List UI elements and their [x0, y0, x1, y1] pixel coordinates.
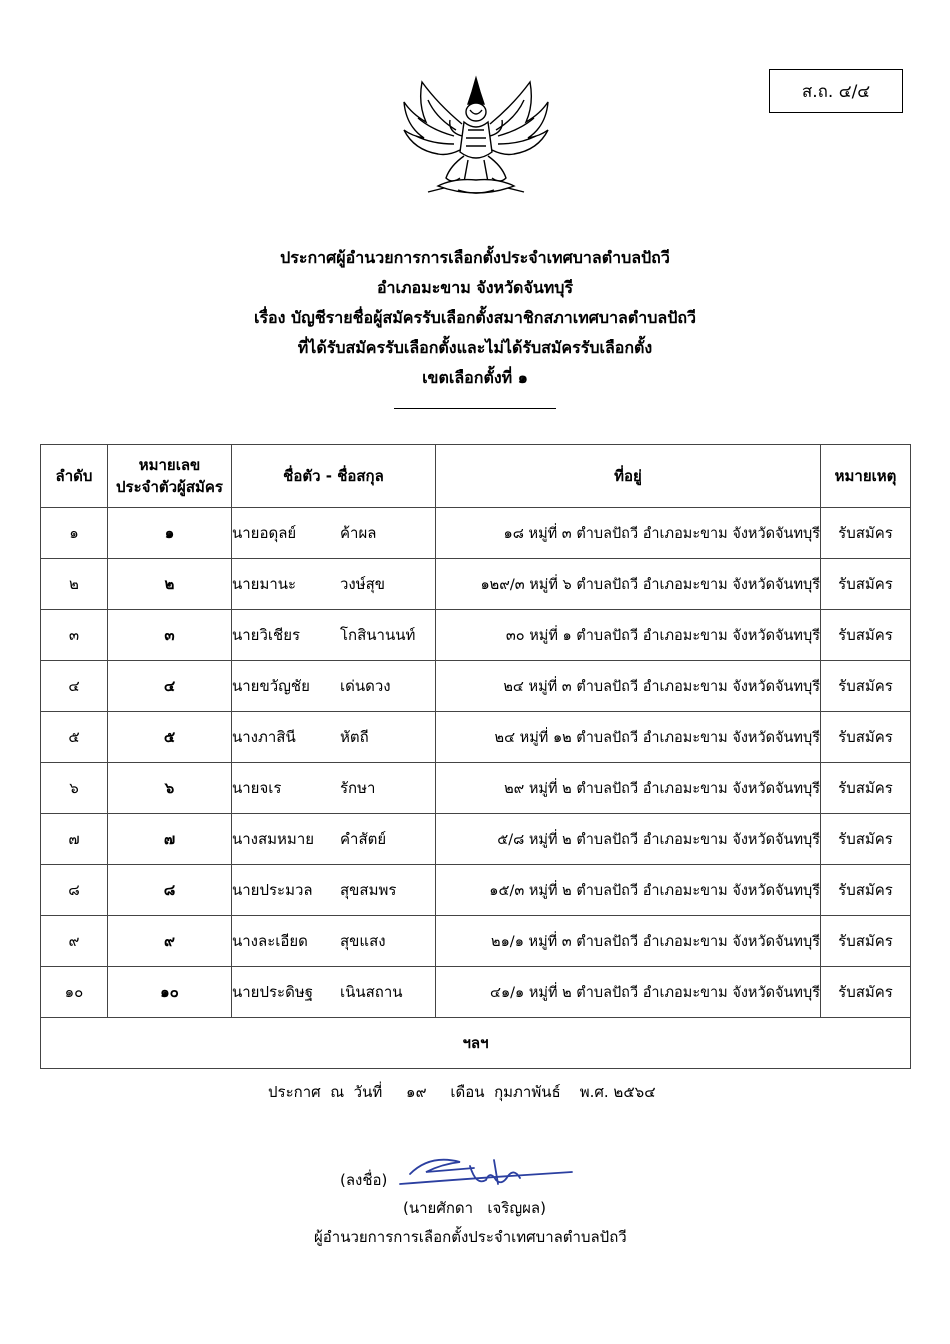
cell-address: ๒๔ หมู่ที่ ๓ ตำบลปัถวี อำเภอมะขาม จังหวัดจันทบุรี: [436, 661, 821, 712]
last-name: ค้าผล: [340, 524, 377, 542]
table-row: [41, 916, 911, 967]
heading-divider: [394, 408, 556, 409]
last-name: รักษา: [340, 779, 376, 797]
cell-address: ๑๒๙/๓ หมู่ที่ ๖ ตำบลปัถวี อำเภอมะขาม จังหวัดจันทบุรี: [436, 559, 821, 610]
cell-order: ๙: [41, 916, 108, 967]
cell-name: [232, 916, 436, 967]
cell-candidate-number: ๑: [108, 508, 232, 559]
last-name: วงษ์สุข: [340, 575, 386, 593]
cell-note: รับสมัคร: [821, 508, 911, 559]
cell-address: ๕/๘ หมู่ที่ ๒ ตำบลปัถวี อำเภอมะขาม จังหวัดจันทบุรี: [436, 814, 821, 865]
table-row: [41, 610, 911, 661]
cell-note: รับสมัคร: [821, 610, 911, 661]
cell-candidate-number: ๓: [108, 610, 232, 661]
cell-candidate-number: ๕: [108, 712, 232, 763]
cell-candidate-number: ๔: [108, 661, 232, 712]
cell-address: ๓๐ หมู่ที่ ๑ ตำบลปัถวี อำเภอมะขาม จังหวัดจันทบุรี: [436, 610, 821, 661]
heading-line-5: เขตเลือกตั้งที่ ๑: [422, 368, 528, 387]
first-name: นายประมวล: [232, 881, 313, 899]
cell-address: ๒๑/๑ หมู่ที่ ๓ ตำบลปัถวี อำเภอมะขาม จังหวัดจันทบุรี: [436, 916, 821, 967]
last-name: สุขสมพร: [340, 881, 397, 899]
header-order: ลำดับ: [41, 445, 108, 508]
table-row: [41, 865, 911, 916]
announcement-date: ประกาศ ณ วันที่ ๑๙ เดือน กุมภาพันธ์ พ.ศ. ๒๕๖๔: [268, 1083, 656, 1101]
table-row: [41, 508, 911, 559]
cell-order: ๔: [41, 661, 108, 712]
cell-name: [232, 814, 436, 865]
cell-note: รับสมัคร: [821, 712, 911, 763]
cell-order: ๗: [41, 814, 108, 865]
header-address: ที่อยู่: [436, 445, 821, 508]
last-name: คำสัตย์: [340, 830, 387, 848]
signature-label: (ลงชื่อ): [340, 1171, 388, 1189]
cell-order: ๓: [41, 610, 108, 661]
cell-order: ๑๐: [41, 967, 108, 1018]
etc-cell: ฯลฯ: [41, 1018, 911, 1069]
cell-note: รับสมัคร: [821, 559, 911, 610]
table-row: [41, 712, 911, 763]
table-row: [41, 814, 911, 865]
cell-candidate-number: ๙: [108, 916, 232, 967]
cell-address: ๔๑/๑ หมู่ที่ ๒ ตำบลปัถวี อำเภอมะขาม จังหวัดจันทบุรี: [436, 967, 821, 1018]
table-header-row: [41, 445, 911, 508]
cell-address: ๑๘ หมู่ที่ ๓ ตำบลปัถวี อำเภอมะขาม จังหวัดจันทบุรี: [436, 508, 821, 559]
cell-order: ๕: [41, 712, 108, 763]
heading-line-1: ประกาศผู้อำนวยการการเลือกตั้งประจำเทศบาลตำบลปัถวี: [280, 248, 670, 267]
cell-note: รับสมัคร: [821, 916, 911, 967]
garuda-emblem-icon: [398, 74, 554, 204]
heading-line-4: ที่ได้รับสมัครรับเลือกตั้งและไม่ได้รับสมัครรับเลือกตั้ง: [297, 338, 653, 357]
cell-note: รับสมัคร: [821, 661, 911, 712]
table-row: [41, 967, 911, 1018]
header-number-line-2: ประจำตัวผู้สมัคร: [116, 478, 223, 496]
table-footer-row: [41, 1018, 911, 1069]
cell-note: รับสมัคร: [821, 814, 911, 865]
cell-name: [232, 712, 436, 763]
last-name: โกสินานนท์: [340, 626, 416, 644]
cell-name: [232, 508, 436, 559]
first-name: นายมานะ: [232, 575, 297, 593]
cell-name: [232, 967, 436, 1018]
first-name: นางละเอียด: [232, 932, 308, 950]
table-row: [41, 763, 911, 814]
first-name: นางสมหมาย: [232, 830, 315, 848]
last-name: เนินสถาน: [340, 983, 403, 1001]
cell-candidate-number: ๖: [108, 763, 232, 814]
last-name: สุขแสง: [340, 932, 386, 950]
handwritten-signature: [390, 1150, 576, 1196]
first-name: นายอดุลย์: [232, 524, 297, 542]
first-name: นายจเร: [232, 779, 282, 797]
header-note: หมายเหตุ: [821, 445, 911, 508]
cell-order: ๘: [41, 865, 108, 916]
candidates-table: [40, 444, 911, 1069]
table-row: [41, 661, 911, 712]
cell-candidate-number: ๑๐: [108, 967, 232, 1018]
table-row: [41, 559, 911, 610]
heading-line-2: อำเภอมะขาม จังหวัดจันทบุรี: [376, 278, 574, 297]
cell-note: รับสมัคร: [821, 865, 911, 916]
header-number-line-1: หมายเลข: [138, 456, 201, 474]
first-name: นายประดิษฐ: [232, 983, 314, 1001]
cell-address: ๒๙ หมู่ที่ ๒ ตำบลปัถวี อำเภอมะขาม จังหวัดจันทบุรี: [436, 763, 821, 814]
cell-note: รับสมัคร: [821, 763, 911, 814]
cell-candidate-number: ๘: [108, 865, 232, 916]
form-code: ส.ถ. ๔/๔: [801, 81, 871, 102]
cell-address: ๑๕/๓ หมู่ที่ ๒ ตำบลปัถวี อำเภอมะขาม จังหวัดจันทบุรี: [436, 865, 821, 916]
cell-candidate-number: ๗: [108, 814, 232, 865]
cell-name: [232, 661, 436, 712]
cell-name: [232, 610, 436, 661]
cell-candidate-number: ๒: [108, 559, 232, 610]
cell-name: [232, 763, 436, 814]
form-code-box: [769, 69, 903, 113]
cell-note: รับสมัคร: [821, 967, 911, 1018]
first-name: นายขวัญชัย: [232, 677, 310, 695]
last-name: หัตถี: [340, 728, 369, 746]
cell-order: ๖: [41, 763, 108, 814]
cell-name: [232, 865, 436, 916]
first-name: นายวิเชียร: [232, 626, 301, 644]
cell-address: ๒๔ หมู่ที่ ๑๒ ตำบลปัถวี อำเภอมะขาม จังหวัดจันทบุรี: [436, 712, 821, 763]
heading-line-3: เรื่อง บัญชีรายชื่อผู้สมัครรับเลือกตั้งสมาชิกสภาเทศบาลตำบลปัถวี: [253, 308, 697, 327]
document-heading: [0, 246, 950, 396]
header-candidate-number: [108, 445, 232, 508]
signer-name: (นายศักดา เจริญผล): [403, 1199, 546, 1217]
last-name: เด่นดวง: [340, 677, 391, 695]
header-name: ชื่อตัว - ชื่อสกุล: [232, 445, 436, 508]
cell-order: ๒: [41, 559, 108, 610]
cell-order: ๑: [41, 508, 108, 559]
signer-title: ผู้อำนวยการการเลือกตั้งประจำเทศบาลตำบลปัถวี: [314, 1228, 627, 1246]
first-name: นางภาสินี: [232, 728, 296, 746]
cell-name: [232, 559, 436, 610]
